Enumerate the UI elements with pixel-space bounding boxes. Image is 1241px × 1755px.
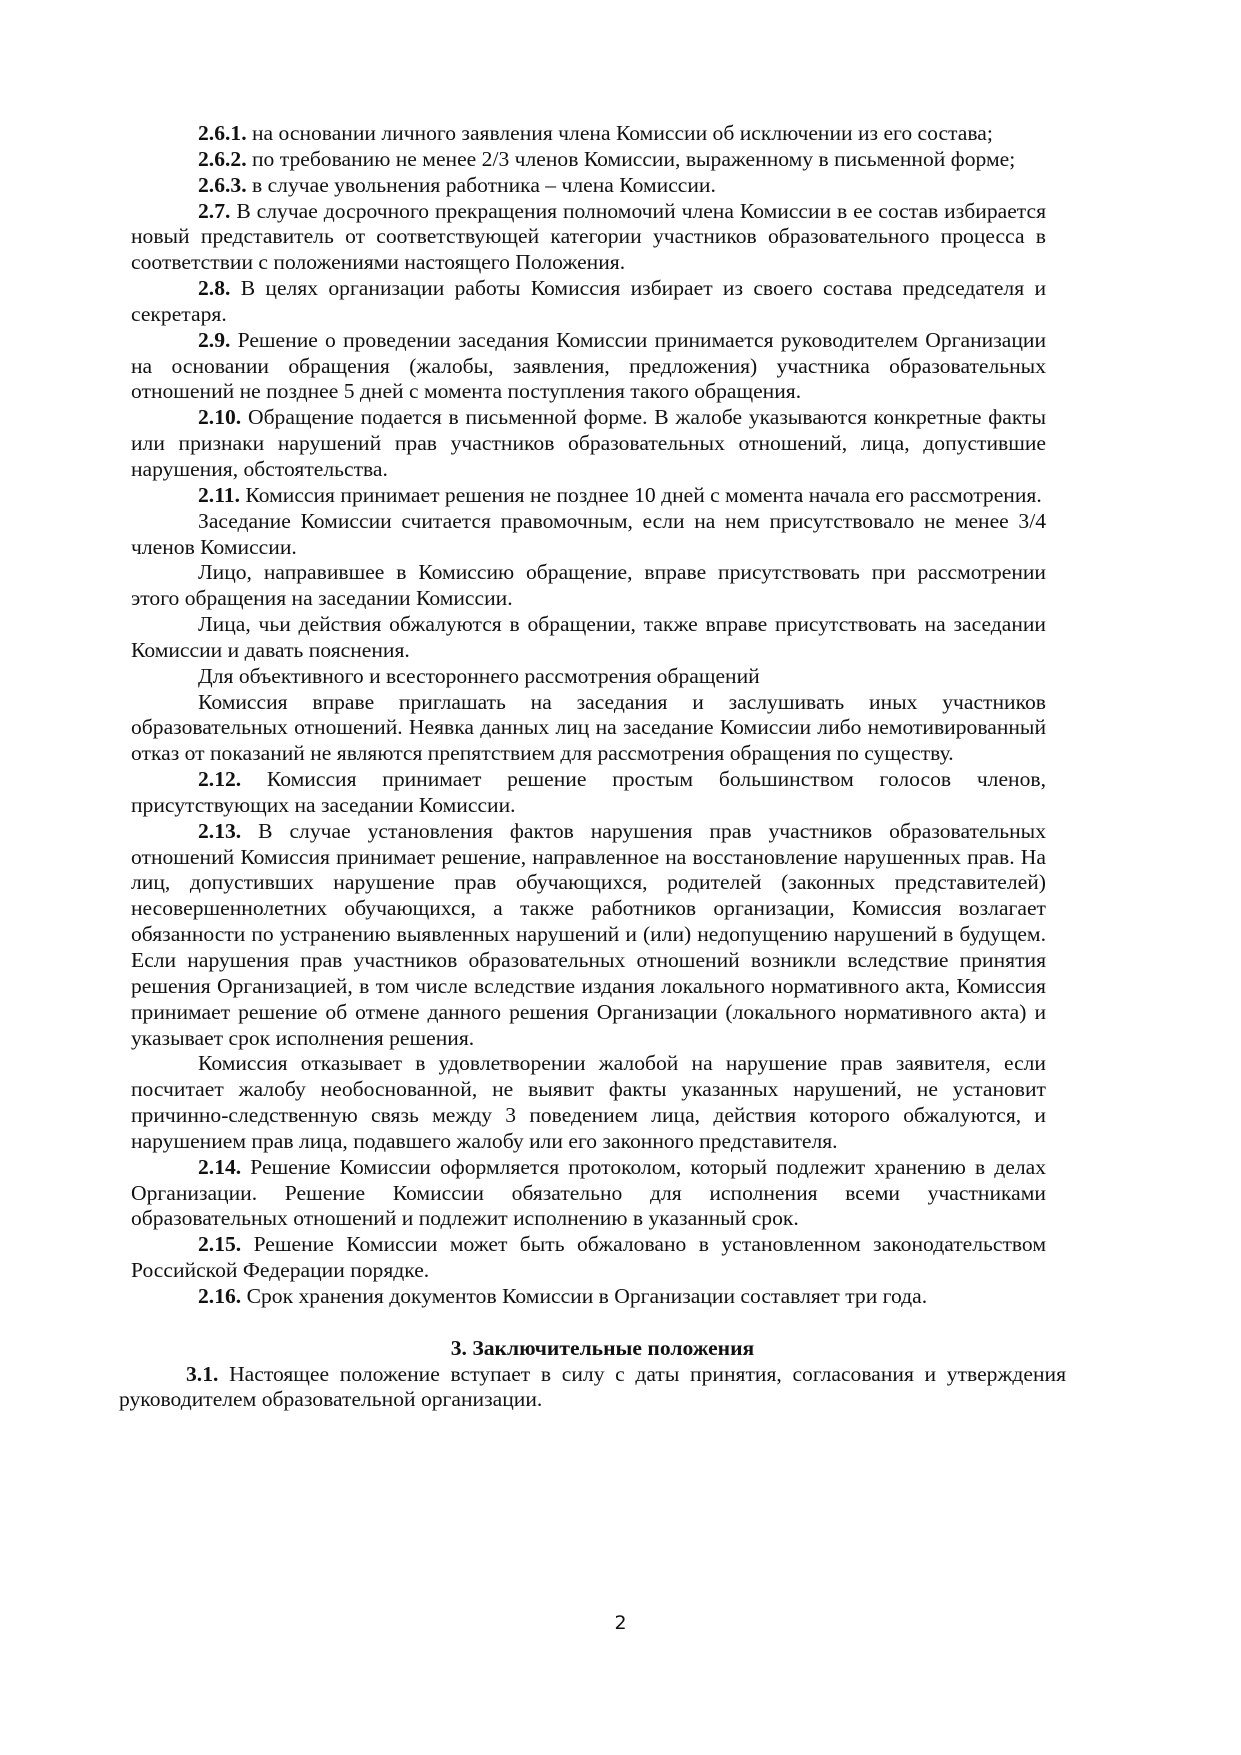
- paragraph-text: Решение о проведении заседания Комиссии принимается руководителем Организации на основании обращения (жалобы, заявления, предложения) участника образовательных отношений не позднее 5 дней с момента поступления такого обращения.: [131, 327, 1046, 404]
- paragraph-text: Решение Комиссии оформляется протоколом, который подлежит хранению в делах Организации. Решение Комиссии обязательно для исполнения всеми участниками образовательных отношений и подлежит исполнению в указанный срок.: [131, 1154, 1046, 1231]
- paragraph-number: 2.13.: [198, 818, 242, 843]
- paragraph: [131, 1155, 1046, 1233]
- paragraph-number: 2.6.2.: [198, 146, 247, 171]
- paragraph: [131, 1051, 1046, 1154]
- paragraph-text: Заседание Комиссии считается правомочным, если на нем присутствовало не менее 3/4 членов Комиссии.: [131, 508, 1046, 559]
- paragraph-text: Настоящее положение вступает в силу с даты принятия, согласования и утверждения руководителем образовательной организации.: [119, 1361, 1066, 1412]
- paragraph: [131, 767, 1046, 819]
- paragraph-number: 2.9.: [198, 327, 231, 352]
- paragraph: [131, 147, 1046, 173]
- paragraph: [131, 509, 1046, 561]
- paragraph: [131, 560, 1046, 612]
- document-body: [119, 121, 1066, 1413]
- paragraph-text: Обращение подается в письменной форме. В жалобе указываются конкретные факты или признаки нарушений прав участников образовательных отношений, лица, допустившие нарушения, обстоятельства.: [131, 405, 1046, 481]
- paragraph-number: 2.6.3.: [198, 172, 247, 197]
- section-2-paragraphs: [131, 121, 1046, 1310]
- paragraph-number: 2.6.1.: [198, 121, 247, 145]
- paragraph-text: Срок хранения документов Комиссии в Организации составляет три года.: [241, 1283, 928, 1308]
- paragraph-number: 3.1.: [186, 1361, 219, 1386]
- paragraph-text: В целях организации работы Комиссия избирает из своего состава председателя и секретаря.: [131, 276, 1046, 326]
- paragraph: [131, 276, 1046, 328]
- paragraph: [131, 328, 1046, 406]
- paragraph: [131, 690, 1046, 768]
- paragraph-number: 2.16.: [198, 1283, 242, 1308]
- paragraph-text: Комиссия вправе приглашать на заседания и заслушивать иных участников образовательных отношений. Неявка данных лиц на заседание Комиссии либо немотивированный отказ от показаний не являются препятствием для рассмотрения обращения по существу.: [131, 689, 1046, 766]
- section-3-title: 3. Заключительные положения: [450, 1335, 755, 1360]
- paragraph-text: Для объективного и всестороннего рассмотрения обращений: [198, 663, 760, 688]
- paragraph: [131, 405, 1046, 483]
- paragraph-text: в случае увольнения работника – члена Комиссии.: [246, 172, 716, 197]
- paragraph: [131, 173, 1046, 199]
- paragraph-text: Лицо, направившее в Комиссию обращение, вправе присутствовать при рассмотрении этого обращения на заседании Комиссии.: [131, 560, 1046, 611]
- paragraph: [131, 121, 1046, 147]
- paragraph-number: 2.8.: [198, 276, 231, 301]
- paragraph-text: В случае установления фактов нарушения прав участников образовательных отношений Комиссия принимает решение, направленное на восстановление нарушенных прав. На лиц, допустивших нарушение прав обучающихся, родителей (законных представителей) несовершеннолетних обучающихся, а также работников организации, Комиссия возлагает обязанности по устранению выявленных нарушений и (или) недопущению нарушений в будущем. Если нарушения прав участников образовательных отношений возникли вследствие принятия решения Организацией, в том числе вследствие издания локального нормативного акта, Комиссия принимает решение об отмене данного решения Организации (локального нормативного акта) и указывает срок исполнения решения.: [131, 818, 1046, 1050]
- paragraph-number: 2.14.: [198, 1154, 242, 1179]
- paragraph-text: по требованию не менее 2/3 членов Комиссии, выраженному в письменной форме;: [246, 146, 1016, 171]
- paragraph-text: Комиссия принимает решение простым большинством голосов членов, присутствующих на заседании Комиссии.: [131, 767, 1046, 817]
- paragraph: [131, 1284, 1046, 1310]
- paragraph-text: Лица, чьи действия обжалуются в обращении, также вправе присутствовать на заседании Комиссии и давать пояснения.: [131, 612, 1046, 662]
- paragraph: [131, 612, 1046, 664]
- paragraph-text: В случае досрочного прекращения полномочий члена Комиссии в ее состав избирается новый представитель от соответствующей категории участников образовательного процесса в соответствии с положениями настоящего Положения.: [131, 198, 1046, 275]
- paragraph-3-1: [119, 1362, 1066, 1414]
- paragraph: [131, 1232, 1046, 1284]
- paragraph-number: 2.15.: [198, 1232, 242, 1257]
- paragraph-number: 2.11.: [198, 482, 240, 507]
- paragraph: [131, 483, 1046, 509]
- page-number: 2: [614, 1612, 627, 1634]
- paragraph: [131, 664, 1046, 690]
- paragraph-number: 2.7.: [198, 198, 231, 223]
- paragraph-text: на основании личного заявления члена Комиссии об исключении из его состава;: [246, 121, 993, 145]
- paragraph: [131, 819, 1046, 1052]
- paragraph-text: Комиссия отказывает в удовлетворении жалобой на нарушение прав заявителя, если посчитает жалобу необоснованной, не выявит факты указанных нарушений, не установит причинно-следственную связь между 3 поведением лица, действия которого обжалуются, и нарушением прав лица, подавшего жалобу или его законного представителя.: [131, 1051, 1046, 1153]
- paragraph: [131, 199, 1046, 277]
- paragraph-number: 2.12.: [198, 767, 242, 792]
- paragraph-text: Решение Комиссии может быть обжаловано в установленном законодательством Российской Федерации порядке.: [131, 1232, 1046, 1283]
- paragraph-number: 2.10.: [198, 405, 242, 430]
- paragraph-text: Комиссия принимает решения не позднее 10 дней с момента начала его рассмотрения.: [240, 482, 1042, 507]
